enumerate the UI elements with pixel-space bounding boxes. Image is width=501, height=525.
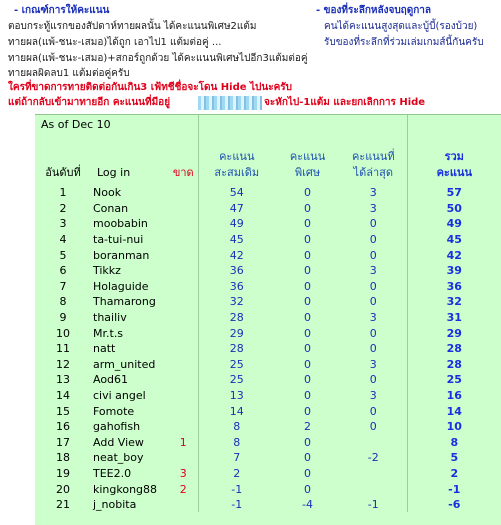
absent-cell — [169, 497, 198, 513]
absent-cell — [169, 185, 198, 201]
rules-panel — [0, 0, 501, 113]
total-cell: 5 — [407, 450, 501, 466]
col-cumulative: คะแนน สะสมเดิม — [198, 133, 275, 185]
return-warning: แต่ถ้ากลับเข้ามาทายอีก คะแนนที่มีอยู่ — [8, 97, 171, 108]
absent-cell: 2 — [179, 482, 187, 496]
hide-warning: ใครที่ขาดการทายติดต่อกันเกิน3 เฟ้ทชีชื่อจะโดน Hide ไปนะครับ — [8, 82, 293, 93]
login-cell: Holaguide — [93, 279, 149, 293]
table-row — [35, 185, 501, 201]
login-cell: neat_boy — [93, 451, 144, 465]
table-row — [35, 310, 501, 326]
col-rank: อันดับที่ — [45, 166, 81, 179]
rank-cell: 21 — [56, 498, 70, 512]
login-cell: Conan — [93, 201, 129, 215]
latest-cell: 3 — [369, 357, 377, 371]
col-total: รวม คะแนน — [407, 133, 501, 185]
bonus-cell: 0 — [304, 404, 312, 418]
rank-cell: 5 — [59, 248, 67, 262]
cumulative-cell: 25 — [198, 357, 275, 373]
absent-cell — [169, 247, 198, 263]
cumulative-cell: 49 — [198, 216, 275, 232]
bonus-cell: 0 — [304, 451, 312, 465]
cumulative-cell: 13 — [198, 388, 275, 404]
total-cell: 42 — [407, 247, 501, 263]
latest-cell: 0 — [369, 233, 377, 247]
bonus-cell: 0 — [304, 295, 312, 309]
return-warning-tail: จะหักไป-1แต้ม และยกเลิกการ Hide — [264, 97, 426, 108]
absent-cell — [169, 403, 198, 419]
rank-cell: 20 — [56, 482, 70, 496]
rank-cell: 11 — [56, 342, 70, 356]
cumulative-cell: 2 — [198, 466, 275, 482]
table-row — [35, 419, 501, 435]
absent-cell — [169, 216, 198, 232]
col-absent: ขาด — [172, 166, 194, 179]
total-cell: 2 — [407, 466, 501, 482]
rule-first-reply: ตอบกระทู้แรกของสัปดาห์ทายผลนั้น ได้คะแนนพิเศษ2แต้ม — [8, 21, 257, 32]
bonus-cell: 0 — [304, 186, 312, 200]
cumulative-cell: 8 — [198, 435, 275, 451]
bonus-cell: 0 — [304, 357, 312, 371]
table-row — [35, 201, 501, 217]
table-row — [35, 216, 501, 232]
login-cell: civi angel — [93, 389, 146, 403]
total-cell: -1 — [407, 481, 501, 497]
rank-cell: 9 — [59, 311, 67, 325]
bonus-cell: 0 — [304, 466, 312, 480]
rank-cell: 10 — [56, 326, 70, 340]
rank-cell: 12 — [56, 357, 70, 371]
absent-cell — [169, 419, 198, 435]
table-row — [35, 357, 501, 373]
login-cell: Mr.t.s — [93, 326, 124, 340]
standings-table — [35, 114, 501, 525]
cumulative-cell: -1 — [198, 481, 275, 497]
total-cell: 57 — [407, 185, 501, 201]
absent-cell — [169, 310, 198, 326]
rule-correct-score: ทายผล(แพ้-ชนะ-เสมอ)+สกอร์ถูกด้วย ได้คะแนนพิเศษไปอีก3แต้มต่อคู่ — [8, 53, 308, 64]
login-cell: kingkong88 — [93, 482, 158, 496]
rule-wrong-result: ทายผลผิดลบ1 แต้มต่อคู่ครับ — [8, 68, 130, 79]
bonus-cell: 0 — [304, 217, 312, 231]
cumulative-cell: 7 — [198, 450, 275, 466]
absent-cell — [169, 357, 198, 373]
latest-cell: 3 — [369, 264, 377, 278]
absent-cell — [169, 201, 198, 217]
latest-cell — [340, 481, 407, 497]
table-row — [35, 466, 501, 482]
latest-cell: 0 — [369, 326, 377, 340]
table-row — [35, 497, 501, 513]
rank-cell: 18 — [56, 451, 70, 465]
latest-cell: 0 — [369, 342, 377, 356]
cumulative-cell: 8 — [198, 419, 275, 435]
bonus-cell: 0 — [304, 389, 312, 403]
absent-cell: 3 — [179, 466, 187, 480]
table-row — [35, 263, 501, 279]
col-latest: คะแนนที่ ได้ล่าสุด — [351, 150, 395, 179]
scoring-rules-title: - เกณฑ์การให้คะแนน — [14, 5, 110, 16]
rank-cell: 2 — [59, 201, 67, 215]
rank-cell: 4 — [59, 233, 67, 247]
table-row — [35, 388, 501, 404]
table-row — [35, 403, 501, 419]
bonus-cell: 0 — [304, 264, 312, 278]
login-cell: j_nobita — [93, 498, 137, 512]
total-cell: 14 — [407, 403, 501, 419]
cumulative-cell: -1 — [198, 497, 275, 513]
absent-cell — [169, 263, 198, 279]
latest-cell: 0 — [369, 420, 377, 434]
bonus-cell: 0 — [304, 201, 312, 215]
absent-cell — [169, 450, 198, 466]
absent-cell — [169, 388, 198, 404]
login-cell: arm_united — [93, 357, 156, 371]
prize-top-scorer: คนได้คะแนนสูงสุดและบู้บี้(รองบ้วย) — [324, 21, 478, 32]
latest-cell: 3 — [369, 186, 377, 200]
login-cell: Nook — [93, 186, 122, 200]
latest-cell: 3 — [369, 389, 377, 403]
cumulative-cell: 47 — [198, 201, 275, 217]
absent-cell — [169, 232, 198, 248]
bonus-cell: 0 — [304, 279, 312, 293]
table-row — [35, 450, 501, 466]
rank-cell: 8 — [59, 295, 67, 309]
cumulative-cell: 28 — [198, 341, 275, 357]
bonus-cell: 0 — [304, 342, 312, 356]
cumulative-cell: 36 — [198, 279, 275, 295]
table-row — [35, 435, 501, 451]
bonus-cell: 0 — [304, 373, 312, 387]
login-cell: gahofish — [93, 420, 141, 434]
login-cell: boranman — [93, 248, 150, 262]
cumulative-cell: 28 — [198, 310, 275, 326]
absent-cell — [169, 341, 198, 357]
bonus-cell: 0 — [304, 311, 312, 325]
absent-cell: 1 — [179, 435, 187, 449]
total-cell: 10 — [407, 419, 501, 435]
login-cell: moobabin — [93, 217, 148, 231]
total-cell: 8 — [407, 435, 501, 451]
absent-cell — [169, 294, 198, 310]
col-bonus: คะแนน พิเศษ — [289, 150, 326, 179]
cumulative-cell: 14 — [198, 403, 275, 419]
total-cell: 49 — [407, 216, 501, 232]
absent-cell — [169, 372, 198, 388]
login-cell: thailiv — [93, 311, 127, 325]
latest-cell: 0 — [369, 217, 377, 231]
table-row — [35, 294, 501, 310]
bonus-cell: 0 — [304, 435, 312, 449]
total-cell: 50 — [407, 201, 501, 217]
latest-cell: -1 — [367, 498, 379, 512]
rank-cell: 1 — [59, 186, 67, 200]
latest-cell: 0 — [369, 279, 377, 293]
cumulative-cell: 54 — [198, 185, 275, 201]
absent-cell — [169, 279, 198, 295]
total-cell: 31 — [407, 310, 501, 326]
latest-cell: 0 — [369, 404, 377, 418]
login-cell: natt — [93, 342, 116, 356]
bonus-cell: 0 — [304, 326, 312, 340]
latest-cell: 0 — [369, 248, 377, 262]
login-cell: Add View — [93, 435, 144, 449]
bonus-cell: 2 — [304, 420, 312, 434]
latest-cell: 0 — [369, 295, 377, 309]
rank-cell: 19 — [56, 466, 70, 480]
table-row — [35, 341, 501, 357]
total-cell: 39 — [407, 263, 501, 279]
rank-cell: 16 — [56, 420, 70, 434]
cumulative-cell: 45 — [198, 232, 275, 248]
rule-correct-result: ทายผล(แพ้-ชนะ-เสมอ)ได้ถูก เอาไป1 แต้มต่อคู่ ... — [8, 37, 222, 48]
as-of-date: As of Dec 10 — [41, 117, 111, 131]
latest-cell: 3 — [369, 311, 377, 325]
total-cell: 25 — [407, 372, 501, 388]
bonus-cell: -4 — [302, 498, 313, 512]
bonus-cell: 0 — [304, 482, 312, 496]
prize-participants: รับของที่ระลึกที่ร่วมเล่มเกมส์นี้กันครับ — [324, 37, 484, 48]
rank-cell: 7 — [59, 279, 67, 293]
latest-cell — [340, 435, 407, 451]
season-prizes-title: - ของที่ระลึกหลังจบฤดูกาล — [316, 5, 432, 16]
rank-cell: 6 — [59, 264, 67, 278]
total-cell: 29 — [407, 325, 501, 341]
latest-cell: 0 — [369, 373, 377, 387]
redacted-image — [198, 96, 262, 110]
table-row — [35, 325, 501, 341]
table-row — [35, 279, 501, 295]
login-cell: Tikkz — [93, 264, 121, 278]
total-cell: 28 — [407, 357, 501, 373]
total-cell: -6 — [407, 497, 501, 513]
table-row — [35, 247, 501, 263]
login-cell: ta-tui-nui — [93, 233, 144, 247]
login-cell: Fomote — [93, 404, 135, 418]
rank-cell: 3 — [59, 217, 67, 231]
total-cell: 45 — [407, 232, 501, 248]
col-login: Log in — [97, 166, 131, 179]
cumulative-cell: 32 — [198, 294, 275, 310]
absent-cell — [169, 325, 198, 341]
table-row — [35, 372, 501, 388]
rank-cell: 13 — [56, 373, 70, 387]
bonus-cell: 0 — [304, 233, 312, 247]
total-cell: 28 — [407, 341, 501, 357]
total-cell: 36 — [407, 279, 501, 295]
rank-cell: 15 — [56, 404, 70, 418]
rank-cell: 14 — [56, 389, 70, 403]
login-cell: Thamarong — [93, 295, 156, 309]
latest-cell: -2 — [367, 451, 379, 465]
bonus-cell: 0 — [304, 248, 312, 262]
total-cell: 32 — [407, 294, 501, 310]
cumulative-cell: 25 — [198, 372, 275, 388]
table-row — [35, 481, 501, 497]
latest-cell: 3 — [369, 201, 377, 215]
cumulative-cell: 29 — [198, 325, 275, 341]
login-cell: Aod61 — [93, 373, 129, 387]
latest-cell — [340, 466, 407, 482]
total-cell: 16 — [407, 388, 501, 404]
rank-cell: 17 — [56, 435, 70, 449]
cumulative-cell: 42 — [198, 247, 275, 263]
login-cell: TEE2.0 — [93, 466, 132, 480]
cumulative-cell: 36 — [198, 263, 275, 279]
table-row — [35, 232, 501, 248]
